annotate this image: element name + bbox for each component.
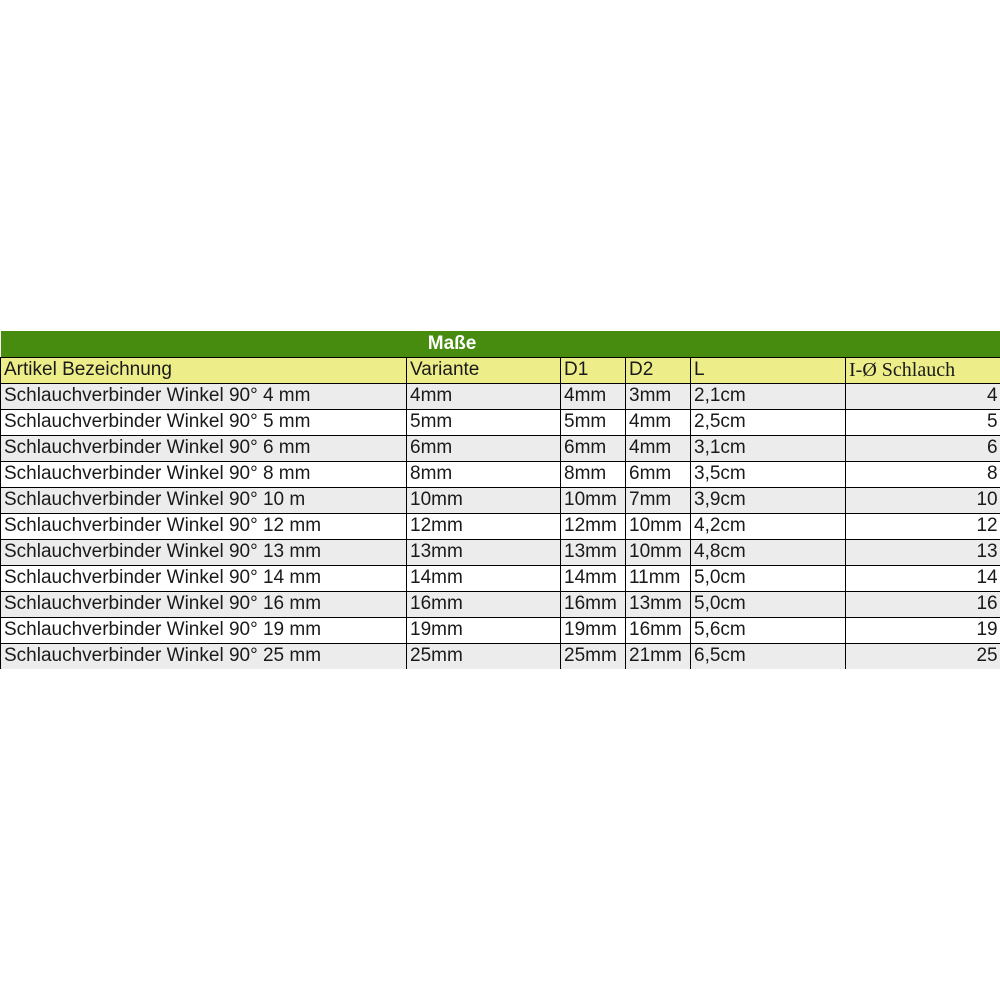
cell-d1: 12mm [561,513,626,539]
cell-d1: 16mm [561,591,626,617]
cell-artikel-bezeichnung: Schlauchverbinder Winkel 90° 4 mm [1,383,407,409]
cell-l: 3,1cm [691,435,846,461]
cell-i-schlauch: 19 [846,617,1000,643]
table-row [1,383,1000,409]
cell-i-schlauch: 5 [846,409,1000,435]
table-row [1,461,1000,487]
table-row [1,487,1000,513]
column-header-row [1,357,1000,383]
cell-d1: 14mm [561,565,626,591]
cell-l: 6,5cm [691,643,846,669]
cell-artikel-bezeichnung: Schlauchverbinder Winkel 90° 14 mm [1,565,407,591]
cell-i-schlauch: 4 [846,383,1000,409]
cell-variante: 10mm [407,487,561,513]
cell-d1: 4mm [561,383,626,409]
col-header-variante: Variante [407,357,561,383]
cell-artikel-bezeichnung: Schlauchverbinder Winkel 90° 10 m [1,487,407,513]
cell-artikel-bezeichnung: Schlauchverbinder Winkel 90° 19 mm [1,617,407,643]
cell-d2: 11mm [626,565,691,591]
cell-variante: 14mm [407,565,561,591]
table-row [1,513,1000,539]
dimensions-table [0,331,1000,669]
table-row [1,591,1000,617]
table-row [1,617,1000,643]
table-row [1,409,1000,435]
cell-d1: 6mm [561,435,626,461]
cell-d1: 25mm [561,643,626,669]
table-title-cell [1,331,1000,357]
cell-d2: 10mm [626,539,691,565]
col-header-i-schlauch: I-Ø Schlauch [846,357,1000,383]
cell-l: 2,1cm [691,383,846,409]
cell-d2: 4mm [626,409,691,435]
cell-variante: 6mm [407,435,561,461]
cell-l: 5,0cm [691,591,846,617]
cell-d2: 3mm [626,383,691,409]
cell-d1: 10mm [561,487,626,513]
col-header-d2: D2 [626,357,691,383]
table-row [1,539,1000,565]
cell-artikel-bezeichnung: Schlauchverbinder Winkel 90° 8 mm [1,461,407,487]
cell-d1: 13mm [561,539,626,565]
cell-i-schlauch: 13 [846,539,1000,565]
cell-artikel-bezeichnung: Schlauchverbinder Winkel 90° 5 mm [1,409,407,435]
cell-d2: 4mm [626,435,691,461]
cell-i-schlauch: 8 [846,461,1000,487]
table-title: Maße [427,332,477,354]
cell-l: 5,0cm [691,565,846,591]
table-row [1,435,1000,461]
cell-artikel-bezeichnung: Schlauchverbinder Winkel 90° 12 mm [1,513,407,539]
cell-l: 3,9cm [691,487,846,513]
cell-variante: 5mm [407,409,561,435]
cell-artikel-bezeichnung: Schlauchverbinder Winkel 90° 13 mm [1,539,407,565]
table-body [1,383,1000,669]
cell-variante: 8mm [407,461,561,487]
cell-d2: 13mm [626,591,691,617]
cell-variante: 19mm [407,617,561,643]
cell-variante: 25mm [407,643,561,669]
cell-artikel-bezeichnung: Schlauchverbinder Winkel 90° 16 mm [1,591,407,617]
cell-d2: 7mm [626,487,691,513]
cell-d1: 5mm [561,409,626,435]
cell-i-schlauch: 12 [846,513,1000,539]
cell-l: 5,6cm [691,617,846,643]
cell-i-schlauch: 16 [846,591,1000,617]
cell-artikel-bezeichnung: Schlauchverbinder Winkel 90° 25 mm [1,643,407,669]
cell-d1: 8mm [561,461,626,487]
cell-l: 4,2cm [691,513,846,539]
cell-artikel-bezeichnung: Schlauchverbinder Winkel 90° 6 mm [1,435,407,461]
col-header-l: L [691,357,846,383]
table-row [1,565,1000,591]
cell-variante: 4mm [407,383,561,409]
cell-variante: 16mm [407,591,561,617]
cell-l: 2,5cm [691,409,846,435]
cell-d2: 6mm [626,461,691,487]
cell-i-schlauch: 10 [846,487,1000,513]
cell-l: 3,5cm [691,461,846,487]
cell-d1: 19mm [561,617,626,643]
cell-i-schlauch: 25 [846,643,1000,669]
cell-variante: 13mm [407,539,561,565]
table-title-row [1,331,1000,357]
cell-i-schlauch: 6 [846,435,1000,461]
cell-d2: 10mm [626,513,691,539]
col-header-d1: D1 [561,357,626,383]
cell-d2: 16mm [626,617,691,643]
table-row [1,643,1000,669]
cell-d2: 21mm [626,643,691,669]
cell-variante: 12mm [407,513,561,539]
col-header-artikel-bezeichnung: Artikel Bezeichnung [1,357,407,383]
cell-i-schlauch: 14 [846,565,1000,591]
cell-l: 4,8cm [691,539,846,565]
